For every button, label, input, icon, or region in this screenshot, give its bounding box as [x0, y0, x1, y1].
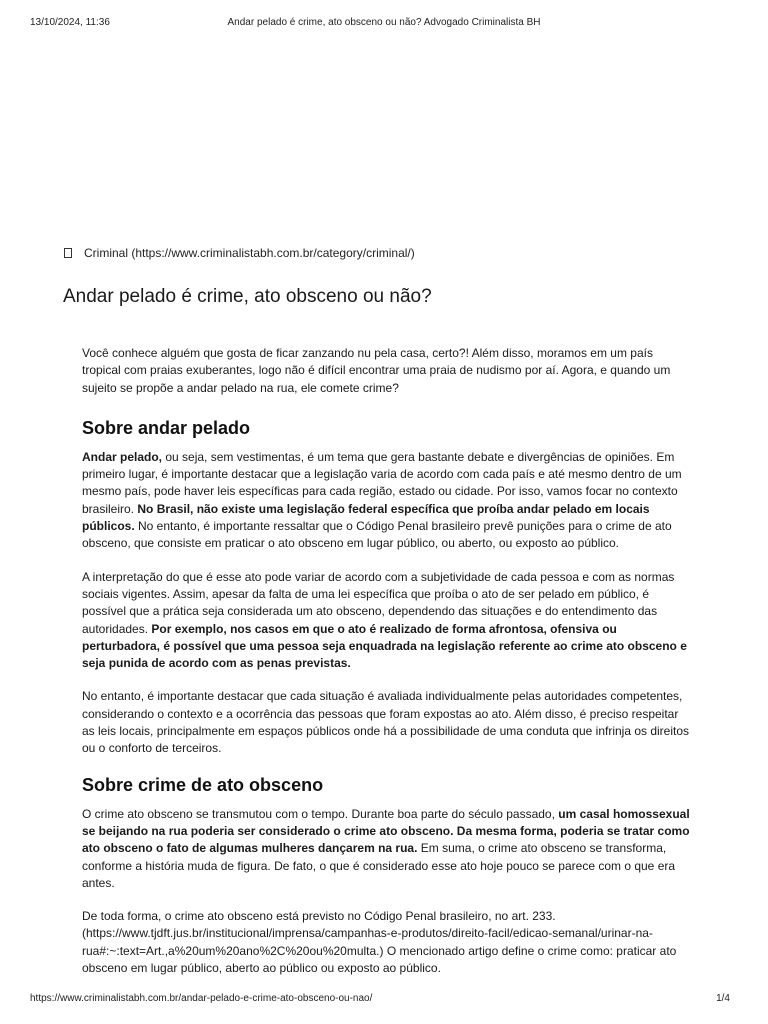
page-url: https://www.criminalistabh.com.br/andar-pelado-e-crime-ato-obsceno-ou-nao/: [30, 993, 373, 1004]
paragraph: No entanto, é importante destacar que cada situação é avaliada individualmente pelas autoridades competentes, considerando o contexto e a ocorrência das pessoas que foram expostas ao ato. Além disso, é preciso respeitar as leis locais, principalmente em espaços públicos onde há a possibilidade de uma conduta que infrinja os direitos ou o conforto de terceiros.: [82, 689, 690, 756]
article-content: [82, 345, 690, 993]
article-title: Andar pelado é crime, ato obsceno ou não?: [63, 286, 432, 307]
bold-text: Por exemplo, nos casos em que o ato é realizado de forma afrontosa, ofensiva ou perturbadora, é possível que uma pessoa seja enquadrada na legislação referente ao crime ato obsceno e seja punida de acordo com as penas previstas.: [82, 621, 687, 671]
paragraph: [82, 449, 690, 553]
category-link[interactable]: [64, 246, 415, 260]
print-header: [30, 17, 738, 31]
paragraph: [82, 569, 690, 673]
bold-text: Andar pelado,: [82, 449, 163, 464]
text: Em suma, o crime ato obsceno se transforma, conforme a história muda de figura. De fato, o que é considerado esse ato hoje pouco se parece com o que era antes.: [82, 841, 676, 890]
paragraph: [82, 806, 690, 892]
intro-paragraph: Você conhece alguém que gosta de ficar zanzando nu pela casa, certo?! Além disso, moramos em um país tropical com praias exuberantes, logo não é difícil encontrar uma praia de nudismo por aí. Agora, e quando um sujeito se propõe a andar pelado na rua, ele comete crime?: [82, 346, 671, 395]
text: No entanto, é importante ressaltar que o Código Penal brasileiro prevê punições para o crime de ato obsceno, que consiste em praticar o ato obsceno em lugar público, ou aberto, ou exposto ao público.: [82, 519, 672, 551]
text: ou seja, sem vestimentas, é um tema que gera bastante debate e divergências de opiniões. Em primeiro lugar, é importante destacar que a legislação varia de acordo com cada país e até mesmo dentro de um mesmo país, pode haver leis específicas para cada região, estado ou cidade. Por isso, vamos focar no contexto brasileiro.: [82, 449, 682, 516]
text: A interpretação do que é esse ato pode variar de acordo com a subjetividade de cada pessoa e com as normas sociais vigentes. Assim, apesar da falta de uma lei específica que proíba o ato de ser pelado em público, é possível que a prática seja considerada um ato obsceno, dependendo das situações e do entendimento das autoridades.: [82, 569, 675, 636]
category-label[interactable]: Criminal (https://www.criminalistabh.com.br/category/criminal/): [84, 246, 415, 260]
section-heading-ato-obsceno: Sobre crime de ato obsceno: [82, 774, 324, 795]
section-heading-andar-pelado: Sobre andar pelado: [82, 417, 251, 438]
bold-text: No Brasil, não existe uma legislação federal específica que proíba andar pelado em locais públicos.: [82, 501, 650, 534]
print-page-title: Andar pelado é crime, ato obsceno ou não? Advogado Criminalista BH: [227, 17, 541, 28]
text: O crime ato obsceno se transmutou com o tempo. Durante boa parte do século passado,: [82, 806, 559, 821]
print-datetime: 13/10/2024, 11:36: [30, 17, 110, 28]
page-number: 1/4: [716, 993, 730, 1004]
paragraph: De toda forma, o crime ato obsceno está previsto no Código Penal brasileiro, no art. 233. (https://www.tjdft.jus.br/institucional/imprensa/campanhas-e-produtos/direito-facil/edicao-semanal/urinar-na-rua#:~:text=Art.,a%20um%20ano%2C%20ou%20multa.) O mencionado artigo define o crime como: praticar ato obsceno em lugar público, aberto ao público ou exposto ao público.: [82, 909, 677, 976]
folder-icon: [64, 248, 72, 258]
print-footer: [30, 993, 738, 1007]
bold-text: um casal homossexual se beijando na rua poderia ser considerado o crime ato obsceno. Da mesma forma, poderia se tratar como ato obsceno o fato de algumas mulheres dançarem na rua.: [82, 806, 690, 856]
